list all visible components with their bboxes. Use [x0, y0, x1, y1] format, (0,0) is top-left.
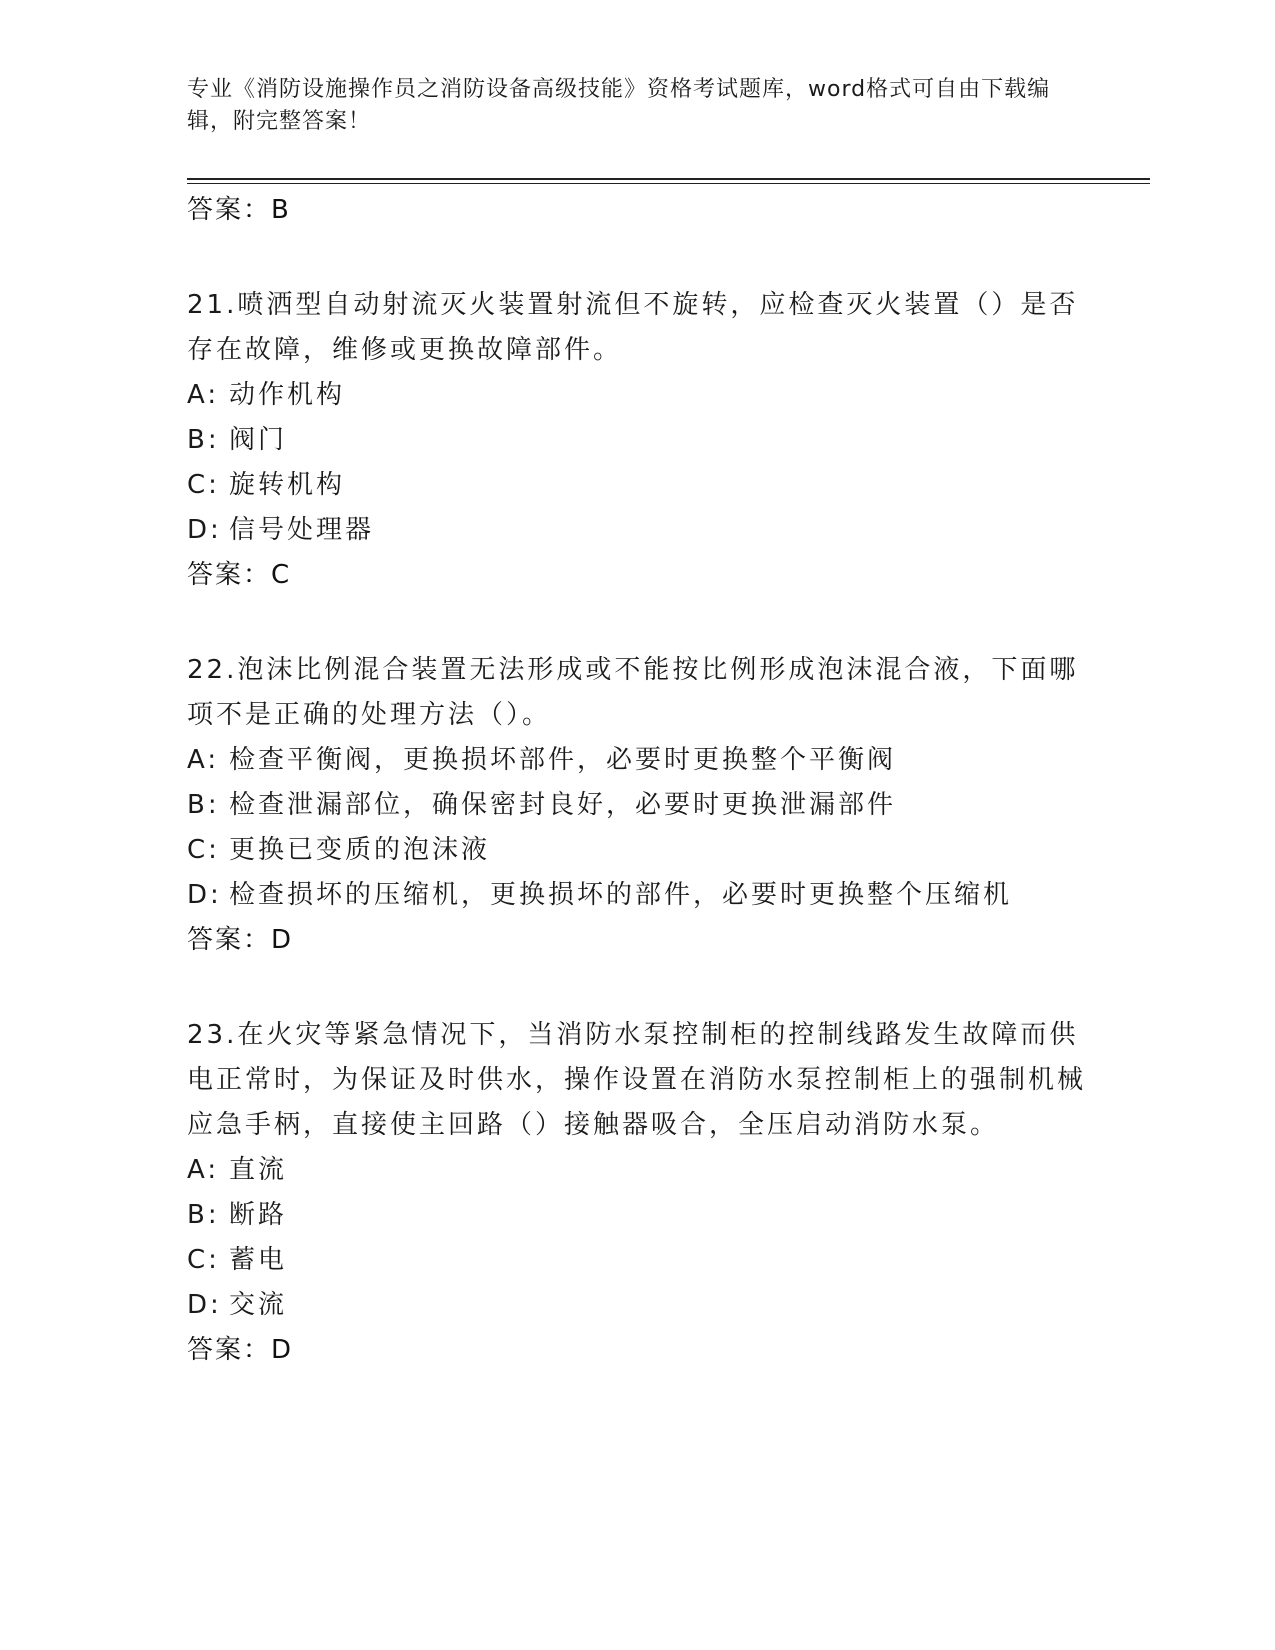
- previous-answer: 答案：B: [187, 195, 291, 225]
- question-stem: 23.在火灾等紧急情况下，当消防水泵控制柜的控制线路发生故障而供电正常时，为保证及时供水，操作设置在消防水泵控制柜上的强制机械应急手柄，直接使主回路（）接触器吸合，全压启动消防水泵。: [187, 1020, 1087, 1140]
- option-text: 检查平衡阀，更换损坏部件，必要时更换整个平衡阀: [229, 745, 897, 775]
- option-text: 检查损坏的压缩机，更换损坏的部件，必要时更换整个压缩机: [229, 880, 1013, 910]
- header-divider-thin: [187, 183, 1150, 184]
- option-text: 阀门: [229, 425, 288, 455]
- option-key: D:: [187, 515, 222, 545]
- option-text: 信号处理器: [229, 515, 375, 545]
- option-key: B:: [187, 1200, 220, 1230]
- question-stem: 21.喷洒型自动射流灭火装置射流但不旋转，应检查灭火装置（）是否存在故障，维修或更换故障部件。: [187, 290, 1079, 365]
- option-text: 检查泄漏部位，确保密封良好，必要时更换泄漏部件: [229, 790, 897, 820]
- option-text: 旋转机构: [229, 470, 346, 500]
- option-d: [187, 508, 1087, 553]
- option-text: 直流: [229, 1155, 288, 1185]
- option-key: D:: [187, 880, 222, 910]
- option-key: B:: [187, 425, 220, 455]
- option-text: 蓄电: [229, 1245, 288, 1275]
- option-d: [187, 1283, 1087, 1328]
- option-text: 断路: [229, 1200, 288, 1230]
- option-text: 更换已变质的泡沫液: [229, 835, 491, 865]
- document-header: 专业《消防设施操作员之消防设备高级技能》资格考试题库，word格式可自由下载编辑，附完整答案！: [187, 77, 1051, 134]
- question-answer: 答案：D: [187, 925, 294, 955]
- option-c: [187, 1238, 1087, 1283]
- option-key: C:: [187, 470, 220, 500]
- question-23: [187, 1013, 1087, 1373]
- option-text: 交流: [229, 1290, 288, 1320]
- question-stem: 22.泡沫比例混合装置无法形成或不能按比例形成泡沫混合液，下面哪项不是正确的处理方法（）。: [187, 655, 1079, 730]
- option-b: [187, 783, 1087, 828]
- option-key: B:: [187, 790, 220, 820]
- question-list: [187, 188, 1087, 1423]
- header-divider: [187, 178, 1150, 180]
- question-22: [187, 648, 1087, 963]
- option-key: A:: [187, 1155, 220, 1185]
- question-answer: 答案：C: [187, 560, 292, 590]
- option-d: [187, 873, 1087, 918]
- option-a: [187, 738, 1087, 783]
- option-c: [187, 463, 1087, 508]
- option-b: [187, 418, 1087, 463]
- option-b: [187, 1193, 1087, 1238]
- question-answer: 答案：D: [187, 1335, 294, 1365]
- option-key: C:: [187, 1245, 220, 1275]
- option-key: A:: [187, 380, 220, 410]
- option-key: A:: [187, 745, 220, 775]
- question-21: [187, 283, 1087, 598]
- option-key: D:: [187, 1290, 222, 1320]
- option-a: [187, 1148, 1087, 1193]
- option-key: C:: [187, 835, 220, 865]
- option-a: [187, 373, 1087, 418]
- option-text: 动作机构: [229, 380, 346, 410]
- option-c: [187, 828, 1087, 873]
